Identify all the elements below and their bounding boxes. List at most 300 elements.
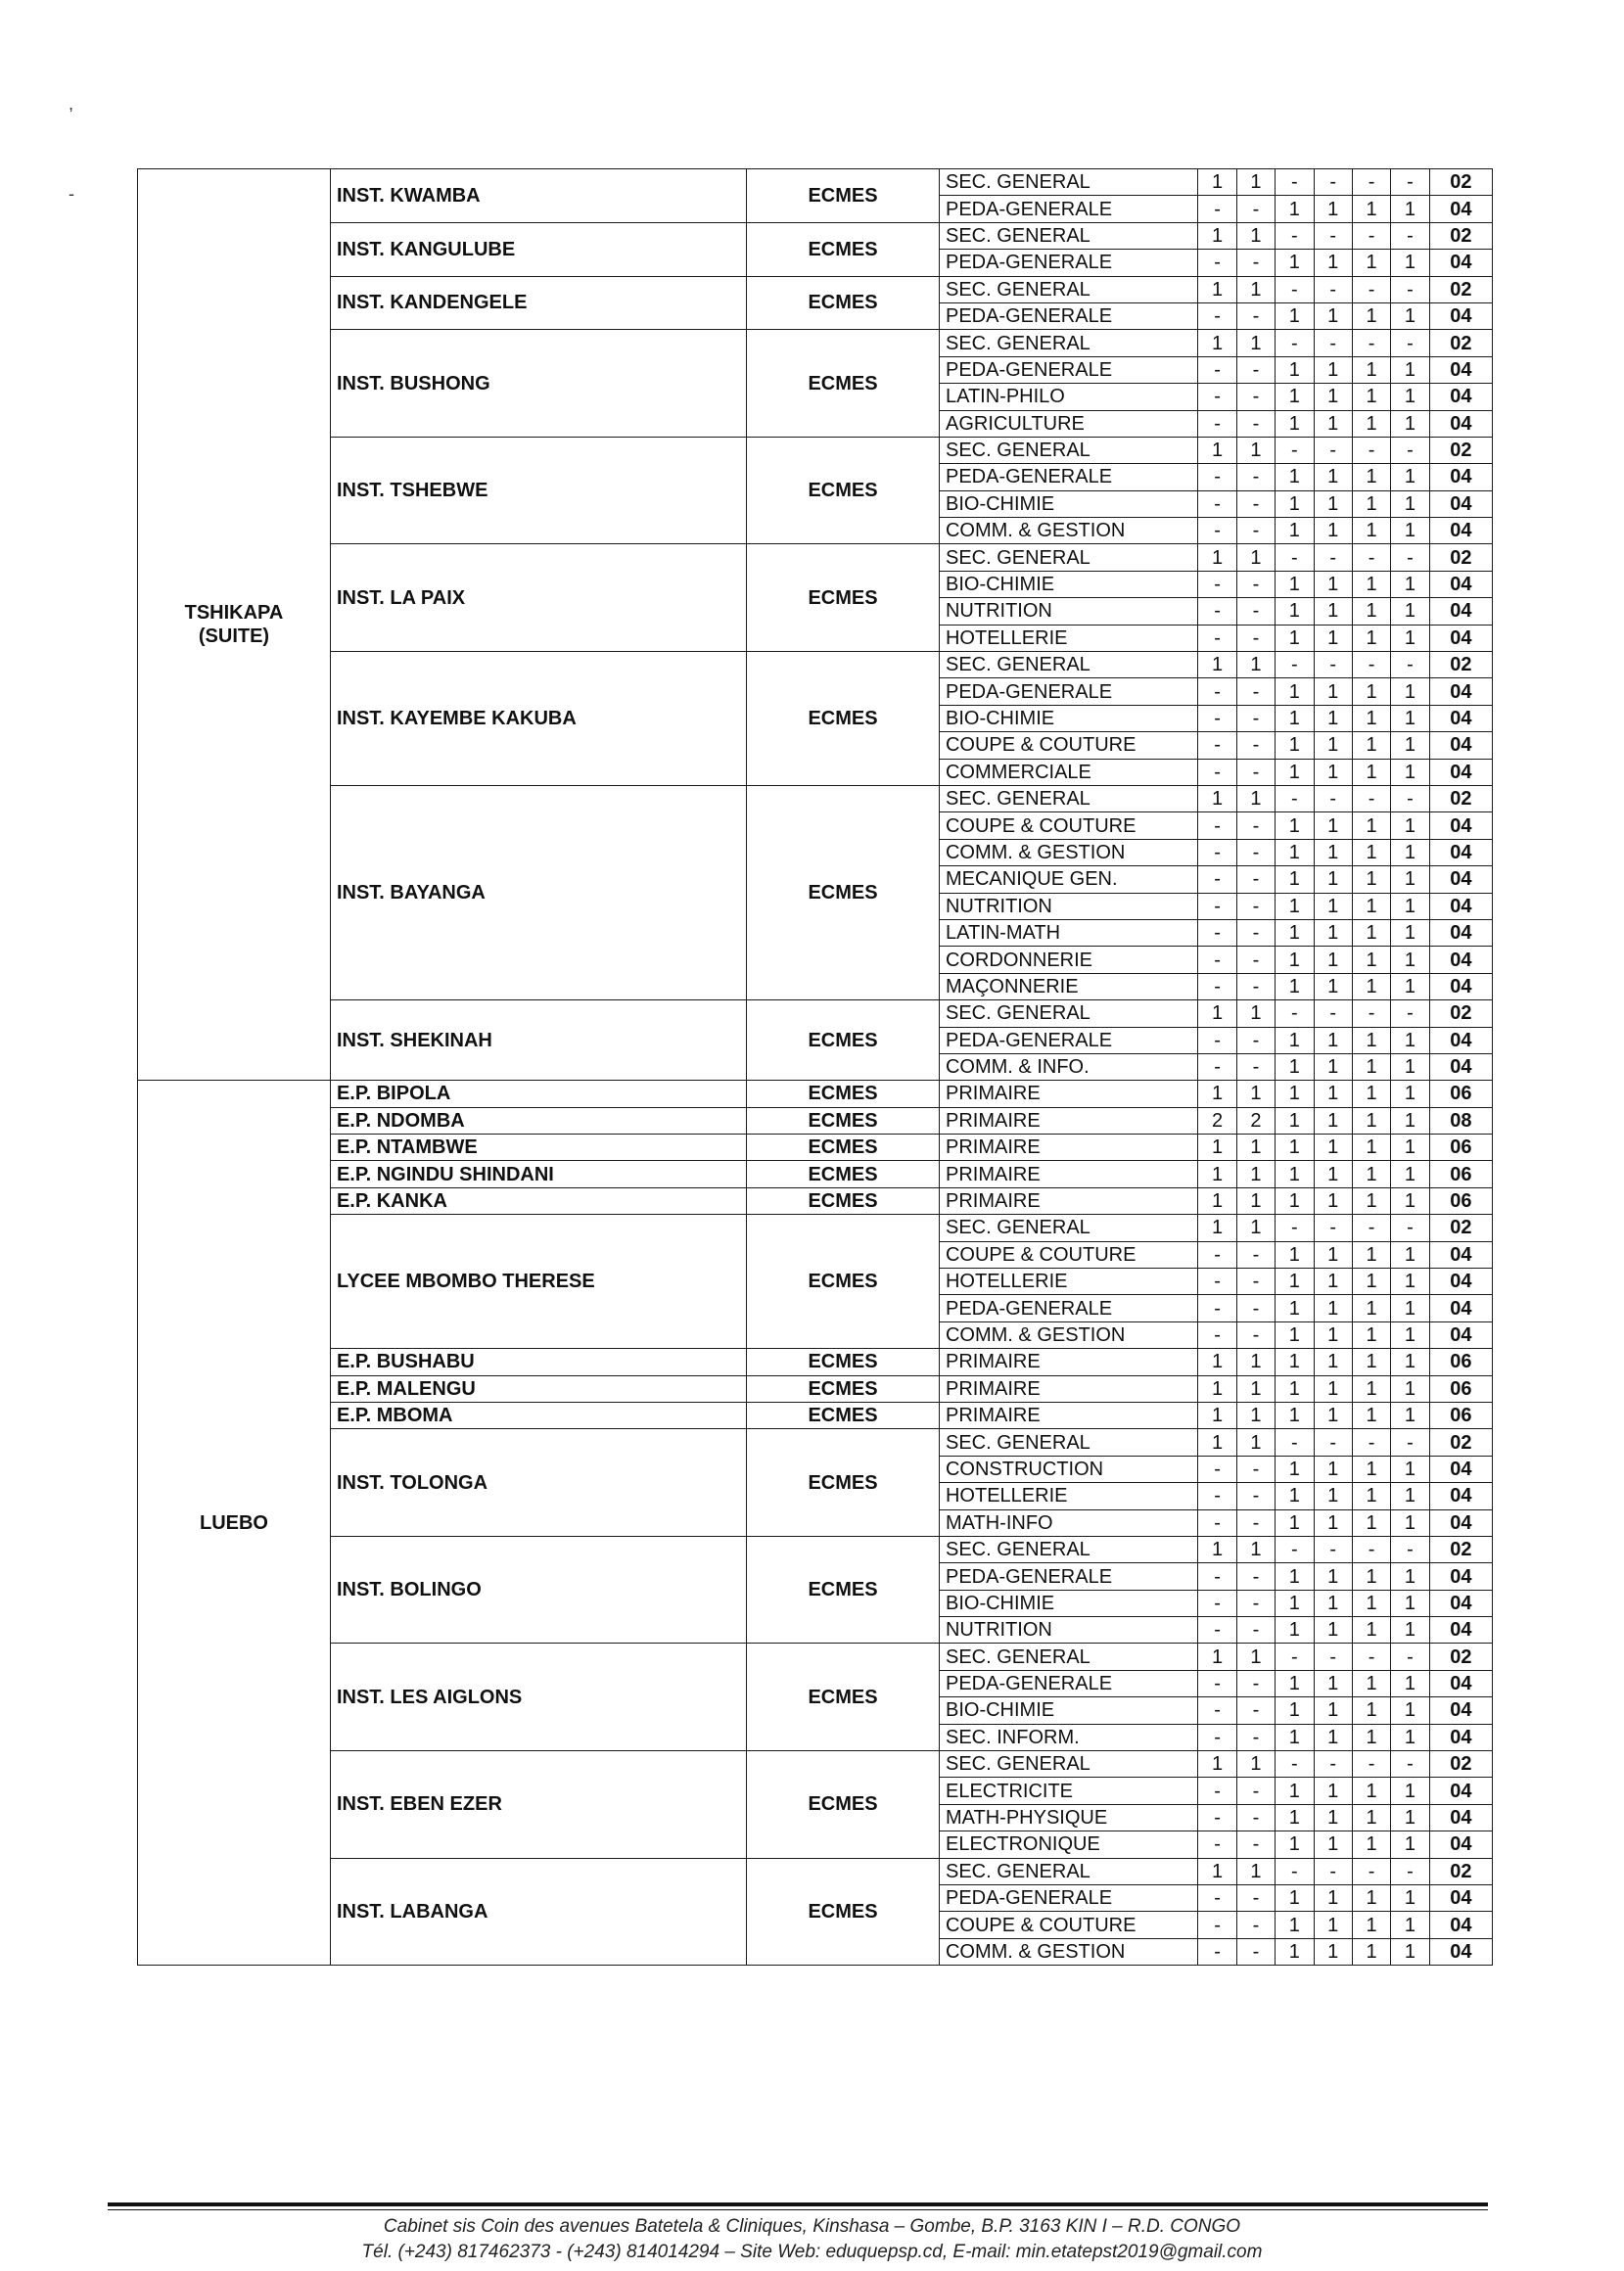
count-cell: 1 [1198,1161,1236,1187]
total-cell: 02 [1429,330,1492,356]
count-cell: 1 [1236,1751,1275,1778]
count-cell: 1 [1391,1321,1429,1348]
school-name-cell: INST. EBEN EZER [330,1751,746,1859]
count-cell: 1 [1314,1081,1352,1107]
count-cell: 1 [1276,1483,1314,1509]
count-cell: 1 [1276,1295,1314,1321]
count-cell: 1 [1276,302,1314,329]
count-cell: - [1314,785,1352,811]
count-cell: - [1236,1563,1275,1590]
count-cell: - [1352,652,1390,678]
count-cell: - [1236,1295,1275,1321]
count-cell: 1 [1276,1912,1314,1938]
total-cell: 08 [1429,1107,1492,1134]
count-cell: 1 [1276,518,1314,544]
count-cell: - [1198,518,1236,544]
count-cell: 1 [1314,1269,1352,1295]
count-cell: 1 [1276,1027,1314,1053]
count-cell: - [1236,196,1275,222]
footer-address: Cabinet sis Coin des avenues Batetela & Cliniques, Kinshasa – Gombe, B.P. 3163 KIN I – R.D. CONGO [383,2216,1241,2237]
option-cell: ELECTRONIQUE [939,1831,1197,1858]
count-cell: 1 [1314,1027,1352,1053]
count-cell: 1 [1198,1644,1236,1670]
count-cell: 1 [1314,732,1352,759]
total-cell: 06 [1429,1375,1492,1402]
count-cell: - [1352,1858,1390,1884]
count-cell: 1 [1352,1402,1390,1428]
total-cell: 04 [1429,1778,1492,1804]
count-cell: 1 [1314,410,1352,437]
count-cell: 1 [1391,1509,1429,1536]
count-cell: - [1276,276,1314,302]
total-cell: 06 [1429,1081,1492,1107]
regime-cell: ECMES [747,652,940,786]
count-cell: - [1198,1053,1236,1080]
total-cell: 04 [1429,1053,1492,1080]
count-cell: - [1198,866,1236,893]
option-cell: HOTELLERIE [939,625,1197,651]
count-cell: 1 [1391,1483,1429,1509]
option-cell: SEC. GENERAL [939,1429,1197,1456]
regime-cell: ECMES [747,544,940,652]
count-cell: 1 [1314,973,1352,999]
option-cell: BIO-CHIMIE [939,490,1197,517]
table-row [138,785,1493,811]
school-name-cell: INST. LA PAIX [330,544,746,652]
count-cell: 2 [1198,1107,1236,1134]
count-cell: 1 [1314,1321,1352,1348]
count-cell: - [1352,1000,1390,1027]
count-cell: - [1198,1295,1236,1321]
school-name-cell: INST. BOLINGO [330,1536,746,1644]
option-cell: PEDA-GENERALE [939,464,1197,490]
regime-cell: ECMES [747,437,940,544]
count-cell: 1 [1391,1697,1429,1724]
option-cell: PRIMAIRE [939,1135,1197,1161]
count-cell: 1 [1352,571,1390,597]
count-cell: - [1198,1697,1236,1724]
total-cell: 04 [1429,1295,1492,1321]
count-cell: 1 [1352,866,1390,893]
count-cell: 1 [1352,1617,1390,1644]
option-cell: SEC. GENERAL [939,544,1197,571]
count-cell: 1 [1276,196,1314,222]
count-cell: 1 [1314,1241,1352,1268]
count-cell: - [1276,437,1314,463]
school-name-cell: INST. KWAMBA [330,169,746,223]
count-cell: 1 [1236,544,1275,571]
total-cell: 04 [1429,1483,1492,1509]
count-cell: 1 [1276,678,1314,705]
count-cell: 1 [1352,1027,1390,1053]
count-cell: - [1198,1778,1236,1804]
count-cell: 1 [1391,1724,1429,1750]
total-cell: 02 [1429,1858,1492,1884]
total-cell: 04 [1429,919,1492,946]
count-cell: - [1236,973,1275,999]
count-cell: 1 [1391,1885,1429,1912]
total-cell: 04 [1429,410,1492,437]
count-cell: 1 [1352,678,1390,705]
count-cell: 1 [1276,1161,1314,1187]
school-name-cell: INST. LES AIGLONS [330,1644,746,1751]
option-cell: PEDA-GENERALE [939,1670,1197,1696]
count-cell: - [1236,919,1275,946]
count-cell: - [1198,732,1236,759]
count-cell: - [1391,1000,1429,1027]
count-cell: 1 [1236,1135,1275,1161]
count-cell: - [1314,1536,1352,1562]
count-cell: 1 [1391,1670,1429,1696]
count-cell: - [1198,759,1236,785]
count-cell: 1 [1352,1804,1390,1831]
count-cell: 1 [1198,652,1236,678]
option-cell: PRIMAIRE [939,1081,1197,1107]
count-cell: - [1198,356,1236,383]
option-cell: SEC. GENERAL [939,1215,1197,1241]
total-cell: 02 [1429,169,1492,196]
count-cell: 1 [1352,1509,1390,1536]
option-cell: BIO-CHIMIE [939,1697,1197,1724]
option-cell: PEDA-GENERALE [939,1295,1197,1321]
count-cell: 1 [1236,276,1275,302]
count-cell: 1 [1314,1697,1352,1724]
count-cell: - [1236,625,1275,651]
total-cell: 04 [1429,732,1492,759]
count-cell: 1 [1391,1563,1429,1590]
count-cell: - [1198,1831,1236,1858]
count-cell: 1 [1391,1375,1429,1402]
count-cell: 1 [1314,464,1352,490]
total-cell: 04 [1429,1456,1492,1482]
regime-cell: ECMES [747,1107,940,1134]
count-cell: 1 [1391,464,1429,490]
count-cell: - [1198,839,1236,865]
count-cell: - [1352,544,1390,571]
count-cell: 1 [1314,839,1352,865]
count-cell: 1 [1198,276,1236,302]
regime-cell: ECMES [747,1349,940,1375]
count-cell: - [1276,1751,1314,1778]
count-cell: 1 [1276,1187,1314,1214]
count-cell: - [1236,1241,1275,1268]
count-cell: - [1236,812,1275,839]
count-cell: 1 [1236,1402,1275,1428]
count-cell: 1 [1236,785,1275,811]
count-cell: 1 [1352,1563,1390,1590]
count-cell: 1 [1198,330,1236,356]
count-cell: - [1391,652,1429,678]
count-cell: - [1352,1429,1390,1456]
count-cell: - [1198,1269,1236,1295]
school-name-cell: INST. BAYANGA [330,785,746,999]
count-cell: - [1314,169,1352,196]
count-cell: - [1276,1536,1314,1562]
count-cell: 1 [1236,1349,1275,1375]
count-cell: 1 [1276,1724,1314,1750]
count-cell: 1 [1391,196,1429,222]
total-cell: 04 [1429,759,1492,785]
count-cell: 1 [1391,812,1429,839]
count-cell: 1 [1352,356,1390,383]
count-cell: 1 [1314,1107,1352,1134]
count-cell: 1 [1352,1938,1390,1965]
count-cell: 1 [1276,490,1314,517]
count-cell: - [1236,1778,1275,1804]
count-cell: 1 [1198,1751,1236,1778]
total-cell: 06 [1429,1402,1492,1428]
count-cell: 1 [1276,1269,1314,1295]
count-cell: 1 [1314,1563,1352,1590]
option-cell: MATH-PHYSIQUE [939,1804,1197,1831]
count-cell: 1 [1236,1187,1275,1214]
option-cell: SEC. GENERAL [939,1644,1197,1670]
count-cell: 1 [1198,1375,1236,1402]
count-cell: - [1198,947,1236,973]
count-cell: - [1314,222,1352,249]
count-cell: - [1236,410,1275,437]
count-cell: 1 [1276,1375,1314,1402]
count-cell: 1 [1352,1778,1390,1804]
option-cell: COMM. & GESTION [939,839,1197,865]
option-cell: BIO-CHIMIE [939,1590,1197,1616]
count-cell: - [1198,1670,1236,1696]
school-name-cell: E.P. MBOMA [330,1402,746,1428]
regime-cell: ECMES [747,1161,940,1187]
school-name-cell: INST. TOLONGA [330,1429,746,1537]
option-cell: COMM. & GESTION [939,1938,1197,1965]
total-cell: 02 [1429,544,1492,571]
count-cell: 1 [1352,1295,1390,1321]
count-cell: 1 [1352,732,1390,759]
total-cell: 02 [1429,437,1492,463]
count-cell: - [1391,330,1429,356]
count-cell: - [1236,705,1275,731]
option-cell: SEC. GENERAL [939,785,1197,811]
count-cell: - [1236,947,1275,973]
count-cell: - [1391,1751,1429,1778]
count-cell: 1 [1198,1000,1236,1027]
count-cell: 1 [1352,1269,1390,1295]
total-cell: 04 [1429,571,1492,597]
option-cell: HOTELLERIE [939,1483,1197,1509]
regime-cell: ECMES [747,1858,940,1966]
regime-cell: ECMES [747,1375,940,1402]
regime-cell: ECMES [747,1429,940,1537]
total-cell: 06 [1429,1187,1492,1214]
count-cell: - [1391,1215,1429,1241]
total-cell: 06 [1429,1349,1492,1375]
count-cell: 1 [1276,1456,1314,1482]
count-cell: 1 [1391,1617,1429,1644]
table-row [138,1161,1493,1187]
total-cell: 04 [1429,1804,1492,1831]
count-cell: 1 [1352,196,1390,222]
total-cell: 02 [1429,1644,1492,1670]
total-cell: 02 [1429,1751,1492,1778]
count-cell: - [1198,893,1236,919]
option-cell: AGRICULTURE [939,410,1197,437]
regime-cell: ECMES [747,169,940,223]
total-cell: 04 [1429,1697,1492,1724]
total-cell: 04 [1429,250,1492,276]
count-cell: - [1236,1885,1275,1912]
count-cell: 1 [1391,1778,1429,1804]
count-cell: 1 [1314,1375,1352,1402]
count-cell: 1 [1314,302,1352,329]
count-cell: - [1352,1751,1390,1778]
regime-cell: ECMES [747,1081,940,1107]
count-cell: 1 [1391,518,1429,544]
total-cell: 04 [1429,518,1492,544]
table-row [138,1107,1493,1134]
count-cell: 1 [1314,1187,1352,1214]
count-cell: 1 [1391,1161,1429,1187]
total-cell: 02 [1429,1215,1492,1241]
count-cell: 1 [1276,598,1314,625]
total-cell: 04 [1429,1724,1492,1750]
count-cell: - [1236,598,1275,625]
total-cell: 02 [1429,1000,1492,1027]
count-cell: 1 [1198,1349,1236,1375]
regime-cell: ECMES [747,222,940,276]
count-cell: - [1236,759,1275,785]
count-cell: - [1352,785,1390,811]
total-cell: 04 [1429,1269,1492,1295]
table-row [138,1375,1493,1402]
count-cell: 1 [1276,893,1314,919]
count-cell: 1 [1391,356,1429,383]
count-cell: 1 [1276,705,1314,731]
option-cell: NUTRITION [939,1617,1197,1644]
regime-cell: ECMES [747,1644,940,1751]
count-cell: 1 [1314,705,1352,731]
count-cell: - [1391,169,1429,196]
table-row [138,1402,1493,1428]
count-cell: 1 [1391,1804,1429,1831]
count-cell: - [1314,1858,1352,1884]
option-cell: PEDA-GENERALE [939,250,1197,276]
option-cell: SEC. GENERAL [939,1000,1197,1027]
option-cell: SEC. GENERAL [939,1751,1197,1778]
count-cell: 1 [1314,759,1352,785]
count-cell: - [1391,1644,1429,1670]
count-cell: 1 [1352,410,1390,437]
total-cell: 02 [1429,652,1492,678]
count-cell: - [1198,625,1236,651]
count-cell: 1 [1391,1349,1429,1375]
count-cell: - [1198,705,1236,731]
count-cell: - [1391,785,1429,811]
count-cell: 1 [1198,437,1236,463]
count-cell: 1 [1391,1295,1429,1321]
count-cell: 1 [1314,598,1352,625]
option-cell: ELECTRICITE [939,1778,1197,1804]
count-cell: 1 [1314,893,1352,919]
count-cell: - [1391,1536,1429,1562]
count-cell: 1 [1352,384,1390,410]
count-cell: 1 [1391,625,1429,651]
count-cell: 1 [1236,1536,1275,1562]
count-cell: 1 [1314,1456,1352,1482]
count-cell: 1 [1314,518,1352,544]
count-cell: 1 [1352,839,1390,865]
count-cell: 1 [1276,1590,1314,1616]
count-cell: - [1236,1697,1275,1724]
count-cell: - [1236,571,1275,597]
regime-cell: ECMES [747,330,940,438]
total-cell: 04 [1429,384,1492,410]
count-cell: 1 [1236,652,1275,678]
count-cell: 1 [1276,732,1314,759]
localite-cell: TSHIKAPA (SUITE) [138,169,331,1081]
option-cell: CONSTRUCTION [939,1456,1197,1482]
total-cell: 04 [1429,1938,1492,1965]
count-cell: 1 [1352,1831,1390,1858]
count-cell: - [1276,544,1314,571]
count-cell: 1 [1236,222,1275,249]
school-name-cell: E.P. BIPOLA [330,1081,746,1107]
count-cell: - [1276,222,1314,249]
count-cell: 1 [1352,759,1390,785]
count-cell: 1 [1352,464,1390,490]
count-cell: 1 [1236,1644,1275,1670]
count-cell: 1 [1236,1081,1275,1107]
count-cell: 1 [1352,1885,1390,1912]
count-cell: 1 [1391,947,1429,973]
footer [0,2214,1624,2265]
count-cell: - [1314,1215,1352,1241]
total-cell: 04 [1429,1590,1492,1616]
count-cell: - [1314,276,1352,302]
count-cell: - [1276,169,1314,196]
count-cell: 1 [1391,839,1429,865]
regime-cell: ECMES [747,1536,940,1644]
total-cell: 04 [1429,1027,1492,1053]
table-row [138,169,1493,196]
school-name-cell: E.P. MALENGU [330,1375,746,1402]
school-name-cell: E.P. NGINDU SHINDANI [330,1161,746,1187]
count-cell: 1 [1314,384,1352,410]
count-cell: - [1236,250,1275,276]
count-cell: 2 [1236,1107,1275,1134]
school-name-cell: INST. KANDENGELE [330,276,746,330]
count-cell: 1 [1276,1081,1314,1107]
count-cell: 1 [1198,1215,1236,1241]
count-cell: 1 [1198,169,1236,196]
count-cell: 1 [1314,1295,1352,1321]
total-cell: 04 [1429,1241,1492,1268]
count-cell: 1 [1352,490,1390,517]
count-cell: 1 [1236,1375,1275,1402]
count-cell: 1 [1391,1590,1429,1616]
count-cell: 1 [1314,678,1352,705]
count-cell: 1 [1236,1215,1275,1241]
total-cell: 02 [1429,222,1492,249]
option-cell: CORDONNERIE [939,947,1197,973]
count-cell: - [1198,464,1236,490]
count-cell: 1 [1198,1858,1236,1884]
count-cell: 1 [1391,1187,1429,1214]
count-cell: 1 [1391,732,1429,759]
count-cell: 1 [1352,1161,1390,1187]
table-row [138,276,1493,302]
option-cell: PEDA-GENERALE [939,196,1197,222]
count-cell: - [1352,437,1390,463]
school-name-cell: INST. LABANGA [330,1858,746,1966]
count-cell: - [1198,490,1236,517]
count-cell: 1 [1352,1375,1390,1402]
